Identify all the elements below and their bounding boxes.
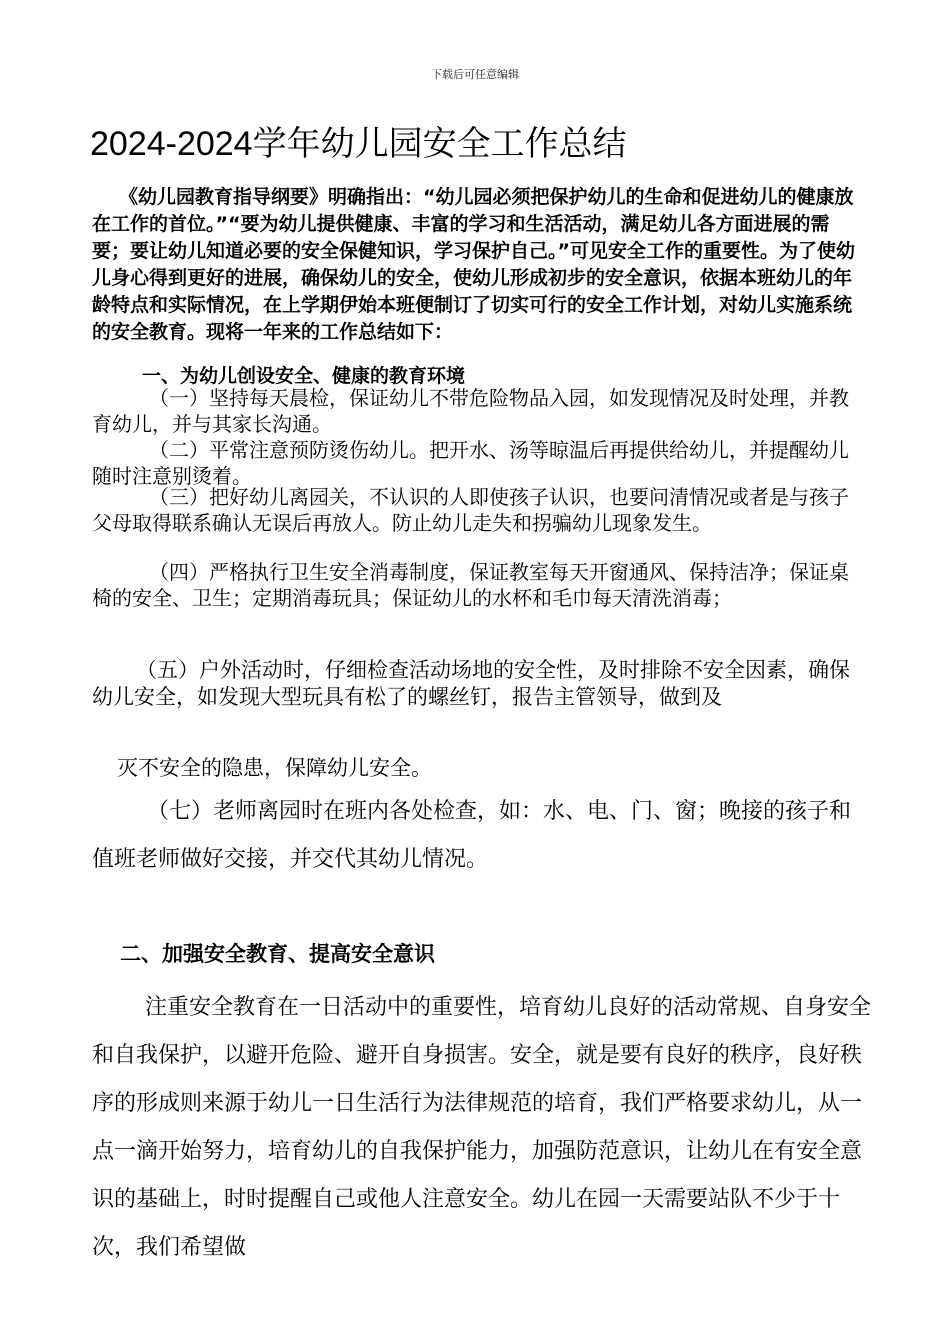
section1-item-3: （三）把好幼儿离园关，不认识的人即使孩子认识，也要问清情况或者是与孩子父母取得联系确认无误后再放人。防止幼儿走失和拐骗幼儿现象发生。	[92, 485, 849, 535]
section1-item-4: （四）严格执行卫生安全消毒制度，保证教室每天开窗通风、保持洁净；保证桌椅的安全、卫生；定期消毒玩具；保证幼儿的水杯和毛巾每天清洗消毒；	[92, 560, 849, 610]
section2-heading: 二、加强安全教育、提高安全意识	[120, 942, 435, 966]
document-title: 2024-2024学年幼儿园安全工作总结	[90, 125, 627, 163]
header-note: 下载后可任意编辑	[431, 68, 519, 81]
section2-body: 注重安全教育在一日活动中的重要性，培育幼儿良好的活动常规、自身安全和自我保护，以避开危险、避开自身损害。安全，就是要有良好的秩序，良好秩序的形成则来源于幼儿一日生活行为法律规范的培育，我们严格要求幼儿，从一点一滴开始努力，培育幼儿的自我保护能力，加强防范意识，让幼儿在有安全意识的基础上，时时提醒自己或他人注意安全。幼儿在园一天需要站队不少于十次，我们希望做	[92, 995, 872, 1260]
intro-paragraph: 《幼儿园教育指导纲要》明确指出：“幼儿园必须把保护幼儿的生命和促进幼儿的健康放在工作的首位。”“要为幼儿提供健康、丰富的学习和生活活动，满足幼儿各方面进展的需要；要让幼儿知道必要的安全保健知识，学习保护自己。”可见安全工作的重要性。为了使幼儿身心得到更好的进展，确保幼儿的安全，使幼儿形成初步的安全意识，依据本班幼儿的年龄特点和实际情况，在上学期伊始本班便制订了切实可行的安全工作计划，对幼儿实施系统的安全教育。现将一年来的工作总结如下：	[92, 186, 855, 343]
section1-item-6: 灭不安全的隐患，保障幼儿安全。	[117, 756, 432, 780]
section1-heading: 一、为幼儿创设安全、健康的教育环境	[142, 365, 466, 387]
section1-item-1: （一）坚持每天晨检，保证幼儿不带危险物品入园，如发现情况及时处理，并教育幼儿，并与其家长沟通。	[92, 386, 849, 436]
section1-item-7: （七）老师离园时在班内各处检查，如：水、电、门、窗；晚接的孩子和值班老师做好交接，并交代其幼儿情况。	[92, 799, 852, 872]
section1-item-2: （二）平常注意预防烫伤幼儿。把开水、汤等晾温后再提供给幼儿，并提醒幼儿随时注意别烫着。	[92, 438, 849, 488]
section1-item-5: （五）户外活动时，仔细检查活动场地的安全性，及时排除不安全因素，确保幼儿安全，如发现大型玩具有松了的螺丝钉，报告主管领导，做到及	[92, 658, 850, 709]
